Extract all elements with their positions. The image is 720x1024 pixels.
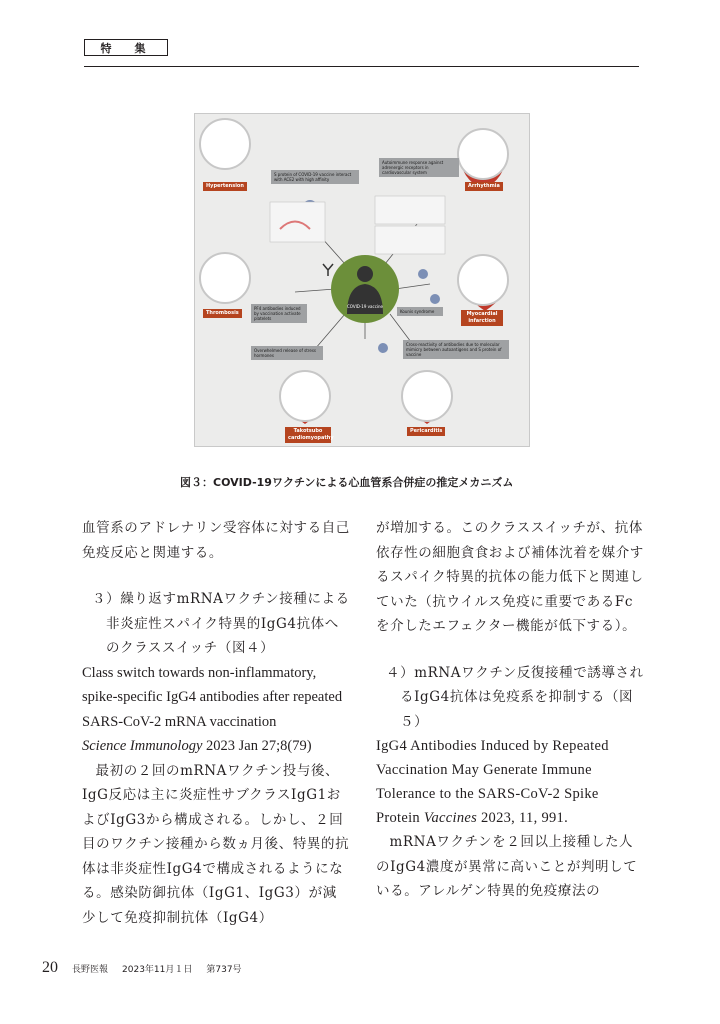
center-vaccine-label: COVID-19 vaccine — [347, 304, 383, 309]
box-kounis: Kounis syndrome — [397, 307, 443, 316]
header-rule — [84, 66, 639, 67]
figure-3 — [194, 113, 530, 447]
myocardial-circle — [457, 254, 509, 306]
label-takotsubo: Takotsubo cardiomyopathy — [285, 427, 331, 443]
paragraph: 血管系のアドレナリン受容体に対する自己免疫反応と関連する。 — [82, 520, 350, 561]
section-3-english-title: Class switch towards non-inflammatory, spike-specific IgG4 antibodies after repeated SARS-CoV-2 mRNA vaccination — [82, 664, 343, 730]
takotsubo-circle — [279, 370, 331, 422]
section-tag: 特 集 — [84, 39, 168, 56]
arrhythmia-circle — [457, 128, 509, 180]
label-myocardial: Myocardial infarction — [461, 310, 503, 326]
issue-number: 第737号 — [206, 965, 242, 975]
section-4-body: mRNAワクチンを２回以上接種した人のIgG4濃度が異常に高いことが判明している。アレルゲン特異的免疫療法の — [376, 834, 638, 899]
label-arrhythmia: Arrhythmia — [465, 182, 503, 191]
label-thrombosis: Thrombosis — [203, 309, 242, 318]
section-3-reference — [82, 734, 350, 759]
thrombosis-circle — [199, 252, 251, 304]
box-spike: S protein of COVID-19 vaccine interact with ACE2 with high affinity — [271, 170, 359, 184]
right-column — [376, 516, 644, 904]
section-4-english-title: IgG4 Antibodies Induced by Repeated Vaccination May Generate Immune Tolerance to the SARS-CoV-2 Spike Protein — [376, 738, 609, 826]
box-pf4: PF4 antibodies induced by vaccination activate platelets — [251, 304, 307, 323]
issue-date: 2023年11月１日 — [122, 965, 193, 975]
left-column — [82, 516, 350, 930]
section-4-reference — [376, 734, 644, 830]
hypertension-circle — [199, 118, 251, 170]
reference-detail: 2023, 11, 991. — [477, 810, 569, 826]
journal-name: Science Immunology — [82, 738, 203, 754]
paragraph: が増加する。このクラススイッチが、抗体依存性の細胞貪食および補体沈着を媒介するスパイク特異的抗体の能力低下と関連していた（抗ウイルス免疫に重要であるFcを介したエフェクター機能が低下する）。 — [376, 520, 644, 634]
figure-caption: 図３：COVID-19ワクチンによる心血管系合併症の推定メカニズム — [180, 476, 514, 489]
journal-name: Vaccines — [423, 810, 478, 826]
page-number: 20 — [42, 959, 58, 976]
journal-title: 長野医報 — [72, 965, 109, 975]
box-autoimmune: Autoimmune response against adrenergic receptors in cardiovascular system — [379, 158, 459, 177]
label-hypertension: Hypertension — [203, 182, 247, 191]
page-footer — [42, 959, 242, 977]
reference-detail: 2023 Jan 27;8(79) — [202, 738, 312, 754]
box-stress: Overwhelmed release of stress hormones — [251, 346, 323, 360]
section-3-title: ３）繰り返すmRNAワクチン接種による非炎症性スパイク特異的IgG4抗体へのクラススイッチ（図４） — [92, 591, 350, 656]
section-4-title: ４）mRNAワクチン反復接種で誘導されるIgG4抗体は免疫系を抑制する（図５） — [386, 664, 644, 730]
box-cross: Cross-reactivity of antibodies due to molecular mimicry between autoantigens and S protein of vaccine — [403, 340, 509, 359]
pericarditis-circle — [401, 370, 453, 422]
label-pericarditis: Pericarditis — [407, 427, 445, 436]
section-3-body: 最初の２回のmRNAワクチン投与後、IgG反応は主に炎症性サブクラスIgG1およびIgG3から構成される。しかし、２回目のワクチン接種から数ヵ月後、特異的抗体は非炎症性IgG4で構成されるようになる。感染防御抗体（IgG1、IgG3）が減少して免疫抑制抗体（IgG4） — [82, 762, 350, 926]
